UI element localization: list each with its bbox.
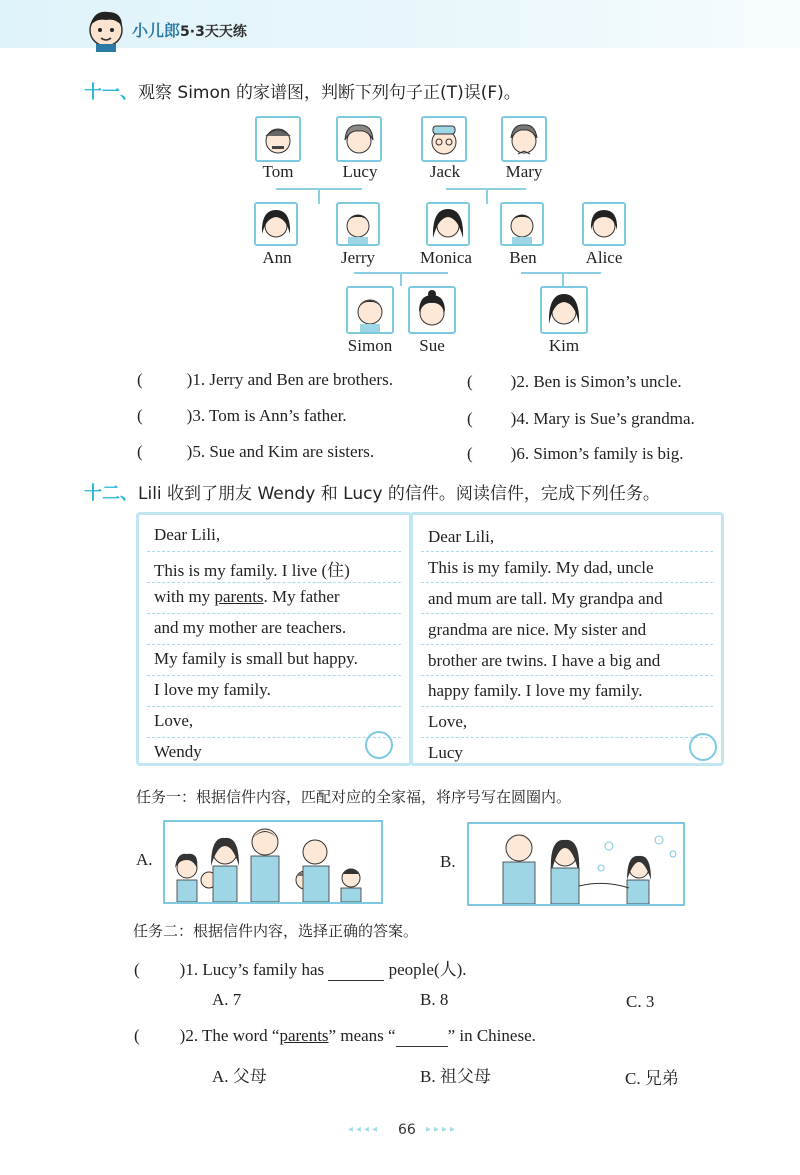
blank-line[interactable]: [328, 960, 384, 981]
photo-b-small-family: [467, 822, 685, 906]
portrait-tom: [255, 116, 301, 162]
letter-lucy: Dear Lili, This is my family. My dad, uncle and mum are tall. My grandpa and grandma are nice. My sister and brother are twins. I have a big and happy family. I love my family. Love, Lucy: [410, 512, 724, 766]
connector: [521, 272, 601, 274]
portrait-ben: [500, 202, 544, 246]
answer-paren[interactable]: (: [137, 442, 143, 461]
portrait-jerry: [336, 202, 380, 246]
photo-a-label: A.: [136, 850, 153, 869]
answer-paren[interactable]: (: [467, 372, 473, 391]
q1-option-a[interactable]: A. 7: [212, 990, 242, 1009]
answer-paren[interactable]: (: [467, 409, 473, 428]
answer-paren[interactable]: (: [137, 406, 143, 425]
section-12-title: 十二、Lili 收到了朋友 Wendy 和 Lucy 的信件。阅读信件，完成下列任务。: [84, 483, 660, 504]
photo-a-big-family: [163, 820, 383, 904]
name-simon: Simon: [347, 336, 393, 355]
name-ben: Ben: [509, 248, 537, 267]
portrait-sue: [408, 286, 456, 334]
section-11-title: 十一、观察 Simon 的家谱图，判断下列句子正(T)误(F)。: [84, 82, 521, 103]
photo-b-label: B.: [440, 852, 456, 871]
answer-circle-lucy[interactable]: [689, 733, 717, 761]
name-monica: Monica: [420, 248, 472, 267]
q2-option-c[interactable]: C. 兄弟: [625, 1069, 679, 1088]
answer-paren[interactable]: (: [134, 960, 140, 979]
statement-2: ( )2. Ben is Simon’s uncle.: [467, 372, 682, 391]
name-jerry: Jerry: [341, 248, 375, 267]
statement-3: ( )3. Tom is Ann’s father.: [137, 406, 347, 425]
portrait-lucy-grandma: [336, 116, 382, 162]
task-1-instruction: 任务一：根据信件内容，匹配对应的全家福，将序号写在圆圈内。: [136, 788, 572, 806]
word-parents: parents: [214, 587, 264, 606]
answer-paren[interactable]: (: [467, 444, 473, 463]
q1-option-b[interactable]: B. 8: [420, 990, 449, 1009]
name-alice: Alice: [585, 248, 623, 267]
mascot-icon: [82, 6, 130, 52]
portrait-ann: [254, 202, 298, 246]
blank-line[interactable]: [396, 1026, 448, 1047]
statement-4: ( )4. Mary is Sue’s grandma.: [467, 409, 695, 428]
brand-title: 小儿郎5·3天天练: [132, 21, 247, 40]
question-2: ( )2. The word “parents” means “ ” in Chinese.: [134, 1026, 536, 1045]
footer-left-arrows-icon: ◂◂◂◂: [348, 1124, 381, 1135]
portrait-mary: [501, 116, 547, 162]
footer-right-arrows-icon: ▸▸▸▸: [426, 1124, 459, 1135]
name-sue: Sue: [419, 336, 445, 355]
connector: [318, 188, 320, 204]
answer-paren[interactable]: (: [134, 1026, 140, 1045]
connector: [562, 272, 564, 286]
question-1: ( )1. Lucy’s family has people(人).: [134, 960, 467, 979]
page-number: 66: [398, 1122, 416, 1138]
name-lucy: Lucy: [342, 162, 378, 181]
statement-5: ( )5. Sue and Kim are sisters.: [137, 442, 375, 461]
portrait-kim: [540, 286, 588, 334]
portrait-monica: [426, 202, 470, 246]
answer-circle-wendy[interactable]: [365, 731, 393, 759]
name-tom: Tom: [262, 162, 294, 181]
portrait-alice: [582, 202, 626, 246]
portrait-simon: [346, 286, 394, 334]
letter-wendy: Dear Lili, This is my family. I live (住) with my parents. My father and my mother are teachers. My family is small but happy. I love my family. Love, Wendy: [136, 512, 412, 766]
statement-1: ( )1. Jerry and Ben are brothers.: [137, 370, 393, 389]
name-mary: Mary: [505, 162, 543, 181]
name-kim: Kim: [548, 336, 580, 355]
task-2-instruction: 任务二：根据信件内容，选择正确的答案。: [133, 922, 419, 940]
q1-option-c[interactable]: C. 3: [626, 992, 655, 1011]
name-jack: Jack: [429, 162, 461, 181]
connector: [486, 188, 488, 204]
q2-option-a[interactable]: A. 父母: [212, 1067, 267, 1086]
name-ann: Ann: [262, 248, 292, 267]
connector: [400, 272, 402, 286]
answer-paren[interactable]: (: [137, 370, 143, 389]
q2-option-b[interactable]: B. 祖父母: [420, 1067, 491, 1086]
statement-6: ( )6. Simon’s family is big.: [467, 444, 684, 463]
portrait-jack: [421, 116, 467, 162]
